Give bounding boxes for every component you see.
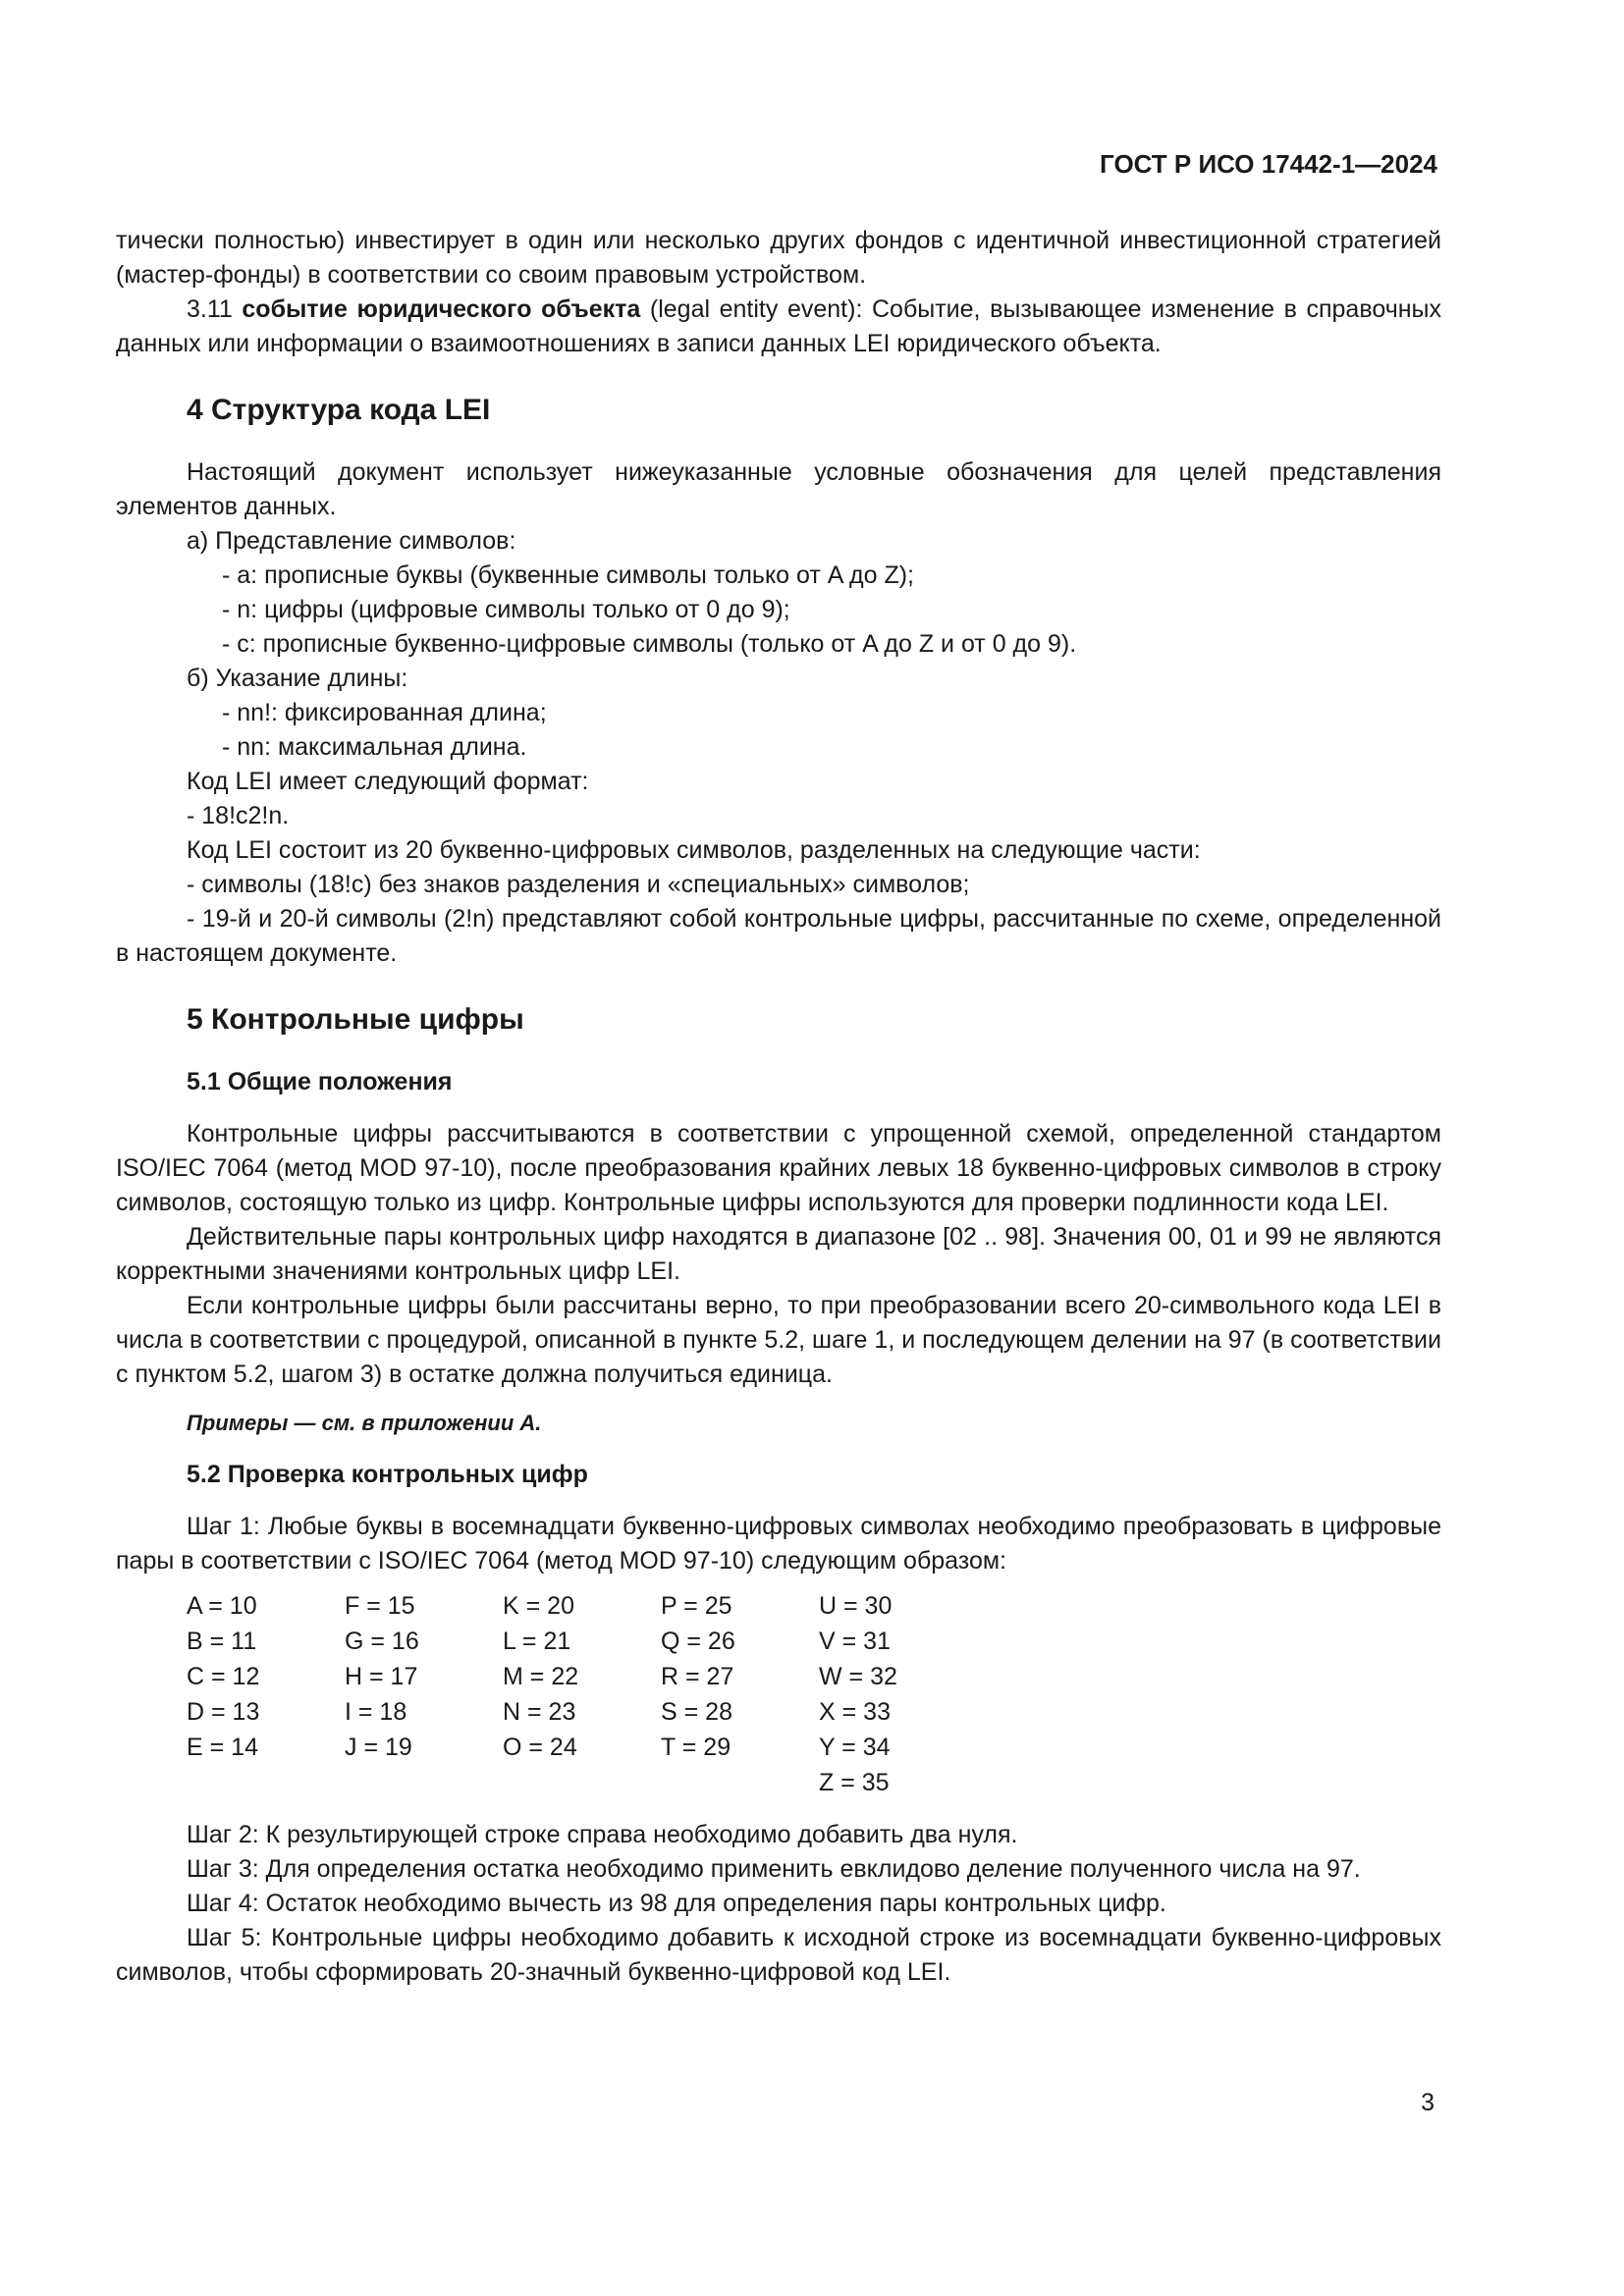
parts-intro: Код LEI состоит из 20 буквенно-цифровых символов, разделенных на следующие части: [187, 836, 1201, 864]
format-intro: Код LEI имеет следующий формат: [187, 768, 589, 795]
section-4-title: 4 Структура кода LEI [187, 394, 491, 426]
table-cell: P = 25 [661, 1591, 732, 1620]
document-header: ГОСТ Р ИСО 17442-1—2024 [1100, 149, 1437, 179]
paragraph: Контрольные цифры рассчитываются в соответствии с упрощенной схемой, определенной стандартом ISO/IEC 7064 (метод MOD 97-10), после преобразования крайних левых 18 буквенно-цифровых символов в строку символов, состоящую только из цифр. Контрольные цифры используются для проверки подлинности кода LEI. [116, 1120, 1441, 1216]
subsection-5-2-title: 5.2 Проверка контрольных цифр [187, 1461, 588, 1488]
section-4-intro: Настоящий документ использует нижеуказанные условные обозначения для целей представления элементов данных. [116, 458, 1441, 520]
table-cell: R = 27 [661, 1662, 734, 1690]
definition-text: (legal entity event): Событие, вызывающее изменение в справочных данных или информации о взаимоотношениях в записи данных LEI юридического объекта. [116, 295, 1441, 357]
definition-number: 3.11 [187, 295, 243, 323]
list-a-item: - a: прописные буквы (буквенные символы только от A до Z); [222, 561, 914, 589]
step-4: Шаг 4: Остаток необходимо вычесть из 98 для определения пары контрольных цифр. [187, 1890, 1166, 1917]
table-cell: J = 19 [345, 1733, 412, 1761]
page-body [116, 224, 1441, 1990]
table-cell: T = 29 [661, 1733, 731, 1761]
list-a-item: - c: прописные буквенно-цифровые символы (только от A до Z и от 0 до 9). [222, 630, 1077, 658]
list-b-item: - nn: максимальная длина. [222, 733, 527, 761]
table-cell: A = 10 [187, 1591, 257, 1620]
table-cell: W = 32 [819, 1662, 897, 1690]
table-row [187, 1659, 977, 1694]
subsection-5-1-title: 5.1 Общие положения [187, 1068, 453, 1095]
table-cell: M = 22 [503, 1662, 579, 1690]
table-cell: X = 33 [819, 1697, 891, 1726]
table-cell [661, 1765, 819, 1800]
continued-paragraph: тически полностью) инвестирует в один или несколько других фондов с идентичной инвестиционной стратегией (мастер-фонды) в соответствии со своим правовым устройством. [116, 227, 1441, 289]
table-cell: K = 20 [503, 1591, 574, 1620]
paragraph: Если контрольные цифры были рассчитаны верно, то при преобразовании всего 20-символьного кода LEI в числа в соответствии с процедурой, описанной в пункте 5.2, шаге 1, и последующем делении на 97 (в соответствии с пунктом 5.2, шагом 3) в остатке должна получиться единица. [116, 1292, 1441, 1388]
table-row [187, 1694, 977, 1730]
table-row [187, 1730, 977, 1765]
table-cell: I = 18 [345, 1697, 407, 1726]
list-b-item: - nn!: фиксированная длина; [222, 699, 547, 726]
paragraph: Действительные пары контрольных цифр находятся в диапазоне [02 .. 98]. Значения 00, 01 и 99 не являются корректными значениями контрольных цифр LEI. [116, 1223, 1441, 1285]
table-cell: G = 16 [345, 1627, 419, 1655]
table-cell: N = 23 [503, 1697, 576, 1726]
table-row [187, 1588, 977, 1624]
table-cell: D = 13 [187, 1697, 260, 1726]
list-a-item: - n: цифры (цифровые символы только от 0 до 9); [222, 596, 790, 623]
table-cell: U = 30 [819, 1591, 893, 1620]
table-cell: Q = 26 [661, 1627, 735, 1655]
table-cell: V = 31 [819, 1627, 891, 1655]
table-cell [345, 1765, 503, 1800]
table-cell: L = 21 [503, 1627, 571, 1655]
part-item: - символы (18!c) без знаков разделения и «специальных» символов; [187, 871, 970, 898]
step-5: Шаг 5: Контрольные цифры необходимо добавить к исходной строке из восемнадцати буквенно-цифровых символов, чтобы сформировать 20-значный буквенно-цифровой код LEI. [116, 1924, 1441, 1986]
examples-note: Примеры — см. в приложении А. [187, 1411, 542, 1435]
page-number: 3 [1421, 2089, 1435, 2116]
table-cell [187, 1765, 345, 1800]
table-cell: H = 17 [345, 1662, 418, 1690]
table-row [187, 1765, 977, 1800]
table-row [187, 1624, 977, 1659]
table-cell: E = 14 [187, 1733, 258, 1761]
table-cell: O = 24 [503, 1733, 577, 1761]
definition-3-11 [116, 293, 1441, 361]
table-cell: B = 11 [187, 1627, 257, 1655]
table-cell: S = 28 [661, 1697, 732, 1726]
letter-code-table [187, 1588, 977, 1800]
table-cell: C = 12 [187, 1662, 260, 1690]
table-cell: Z = 35 [819, 1768, 890, 1796]
format-value: - 18!c2!n. [187, 802, 290, 829]
definition-term: событие юридического объекта [242, 295, 641, 323]
table-cell: Y = 34 [819, 1733, 891, 1761]
step-2: Шаг 2: К результирующей строке справа необходимо добавить два нуля. [187, 1821, 1018, 1848]
step-1: Шаг 1: Любые буквы в восемнадцати буквенно-цифровых символах необходимо преобразовать в цифровые пары в соответствии с ISO/IEC 7064 (метод MOD 97-10) следующим образом: [116, 1513, 1441, 1575]
table-cell [503, 1765, 661, 1800]
list-b-heading: б) Указание длины: [187, 665, 408, 692]
part-item: - 19-й и 20-й символы (2!n) представляют собой контрольные цифры, рассчитанные по схеме, определенной в настоящем документе. [116, 905, 1441, 967]
section-5-title: 5 Контрольные цифры [187, 1003, 524, 1036]
table-cell: F = 15 [345, 1591, 415, 1620]
step-3: Шаг 3: Для определения остатка необходимо применить евклидово деление полученного числа на 97. [187, 1855, 1361, 1883]
list-a-heading: а) Представление символов: [187, 527, 516, 555]
